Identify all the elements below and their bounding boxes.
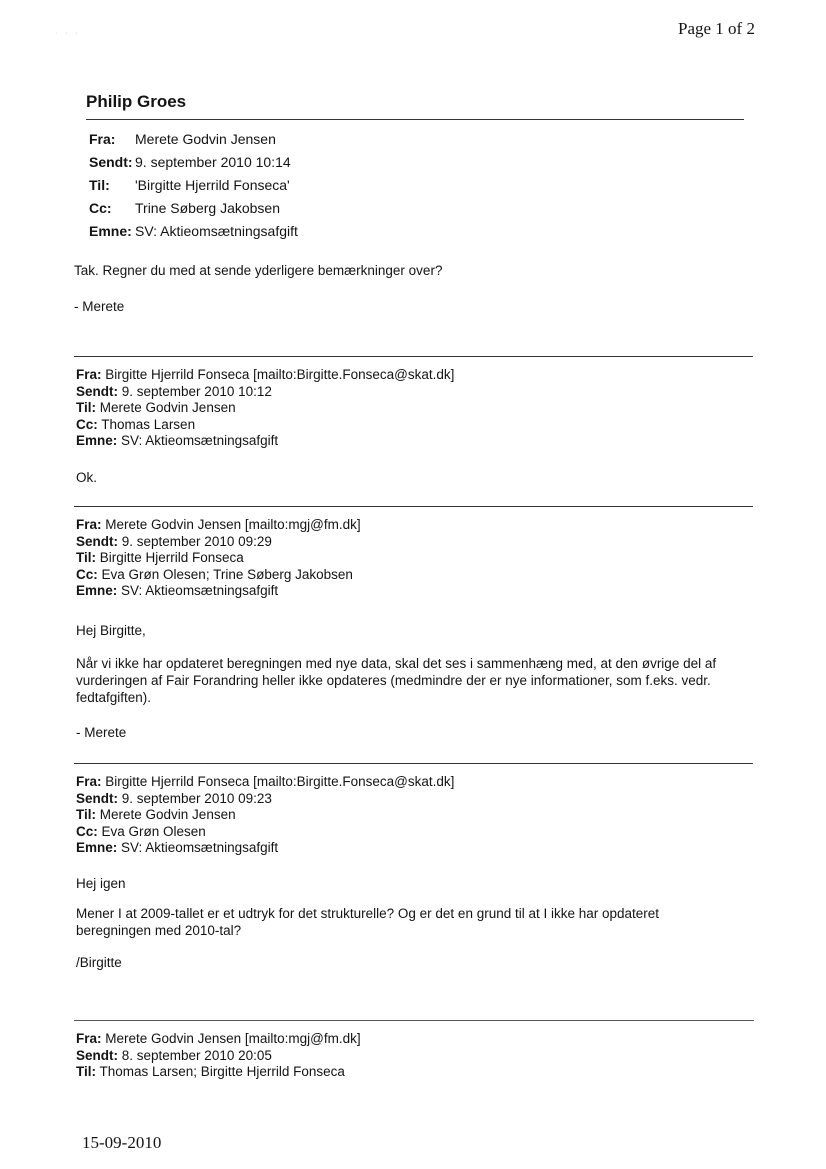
header-row-emne — [89, 220, 298, 243]
owner-rule — [86, 119, 744, 120]
msg-fra-row — [76, 367, 454, 384]
field-label: Sendt: — [76, 790, 118, 806]
field-label: Emne: — [76, 840, 118, 855]
field-value: 9. september 2010 09:23 — [121, 790, 272, 806]
field-value: Birgitte Hjerrild Fonseca — [99, 550, 244, 565]
field-value: Eva Grøn Olesen; Trine Søberg Jakobsen — [101, 566, 353, 582]
field-label: Til: — [76, 807, 96, 822]
field-label: Fra: — [76, 1031, 102, 1046]
field-value: Birgitte Hjerrild Fonseca [mailto:Birgitte.Fonseca@skat.dk] — [105, 774, 455, 789]
field-label: Cc: — [76, 416, 98, 432]
field-label: Cc: — [76, 566, 98, 582]
header-value: Trine Søberg Jakobsen — [135, 200, 280, 216]
field-value: SV: Aktieomsætningsafgift — [121, 840, 279, 855]
field-label: Sendt: — [76, 383, 118, 399]
message-4-greeting: Hej igen — [76, 876, 126, 891]
field-label: Emne: — [76, 433, 118, 448]
field-label: Til: — [76, 550, 96, 565]
field-value: Merete Godvin Jensen — [99, 400, 236, 415]
msg-til-row — [76, 807, 454, 824]
header-label: Emne: — [89, 223, 132, 239]
msg-sendt-row — [76, 384, 454, 401]
header-label: Cc: — [89, 200, 112, 216]
field-value: Merete Godvin Jensen [mailto:mgj@fm.dk] — [105, 517, 361, 532]
msg-cc-row — [76, 417, 454, 434]
top-signature: - Merete — [74, 299, 125, 314]
header-label: Til: — [89, 177, 110, 193]
scan-artifact: · · · — [55, 30, 81, 37]
msg-til-row — [76, 550, 361, 567]
msg-fra-row — [76, 1031, 361, 1048]
field-label: Til: — [76, 400, 96, 415]
msg-sendt-row — [76, 1048, 361, 1065]
msg-til-row — [76, 1064, 361, 1081]
header-row-fra — [89, 128, 298, 151]
page-number: Page 1 of 2 — [678, 19, 755, 38]
msg-fra-row — [76, 774, 454, 791]
msg-cc-row — [76, 567, 361, 584]
mailbox-owner: Philip Groes — [86, 92, 187, 111]
message-3-body-line: Når vi ikke har opdateret beregningen med nye data, skal det ses i sammenhæng med, at den øvrige del af — [76, 656, 717, 671]
field-label: Fra: — [76, 517, 102, 532]
field-label: Sendt: — [76, 1047, 118, 1063]
msg-sendt-row — [76, 791, 454, 808]
message-2-body: Ok. — [76, 470, 98, 485]
message-4-body-line: beregningen med 2010-tal? — [76, 923, 242, 938]
msg-emne-row — [76, 840, 454, 857]
message-3-signature: - Merete — [76, 725, 127, 740]
header-value: 'Birgitte Hjerrild Fonseca' — [135, 177, 290, 193]
header-row-cc — [89, 197, 298, 220]
header-row-til — [89, 174, 298, 197]
message-2-header — [76, 367, 454, 450]
message-3-body-line: vurderingen af Fair Forandring heller ikke opdateres (medmindre der er nye informationer, som f.eks. vedr. — [76, 673, 711, 688]
message-5-header — [76, 1031, 361, 1081]
footer-date: 15-09-2010 — [82, 1133, 162, 1152]
header-value: 9. september 2010 10:14 — [135, 154, 291, 170]
msg-sendt-row — [76, 534, 361, 551]
field-value: Eva Grøn Olesen — [101, 823, 206, 839]
field-label: Fra: — [76, 367, 102, 382]
header-label: Sendt: — [89, 154, 133, 170]
field-label: Emne: — [76, 583, 118, 598]
message-3-body-line: fedtafgiften). — [76, 690, 152, 705]
header-row-sendt — [89, 151, 298, 174]
message-4-header — [76, 774, 454, 857]
message-3-header — [76, 517, 361, 600]
message-separator — [74, 1020, 754, 1021]
msg-cc-row — [76, 824, 454, 841]
field-label: Fra: — [76, 774, 102, 789]
message-3-greeting: Hej Birgitte, — [76, 623, 146, 638]
header-label: Fra: — [89, 131, 116, 147]
header-value: Merete Godvin Jensen — [135, 131, 276, 147]
field-label: Til: — [76, 1064, 96, 1079]
msg-til-row — [76, 400, 454, 417]
field-value: 9. september 2010 09:29 — [121, 533, 272, 549]
message-4-signature: /Birgitte — [76, 955, 122, 970]
field-value: SV: Aktieomsætningsafgift — [121, 433, 279, 448]
field-value: Thomas Larsen — [101, 416, 196, 432]
top-body-line: Tak. Regner du med at sende yderligere bemærkninger over? — [74, 263, 443, 278]
msg-emne-row — [76, 583, 361, 600]
message-4-body-line: Mener I at 2009-tallet er et udtryk for det strukturelle? Og er det en grund til at I ikke har opdateret — [76, 906, 660, 921]
field-value: Merete Godvin Jensen — [99, 807, 236, 822]
msg-emne-row — [76, 433, 454, 450]
message-separator — [74, 763, 753, 764]
field-value: Birgitte Hjerrild Fonseca [mailto:Birgitte.Fonseca@skat.dk] — [105, 367, 455, 382]
field-label: Sendt: — [76, 533, 118, 549]
message-separator — [74, 506, 753, 507]
field-value: 8. september 2010 20:05 — [121, 1047, 272, 1063]
header-value: SV: Aktieomsætningsafgift — [135, 223, 298, 239]
field-value: 9. september 2010 10:12 — [121, 383, 272, 399]
field-value: SV: Aktieomsætningsafgift — [121, 583, 279, 598]
field-value: Merete Godvin Jensen [mailto:mgj@fm.dk] — [105, 1031, 361, 1046]
message-separator — [74, 356, 753, 357]
top-email-header — [89, 128, 298, 243]
msg-fra-row — [76, 517, 361, 534]
field-value: Thomas Larsen; Birgitte Hjerrild Fonseca — [99, 1064, 345, 1079]
field-label: Cc: — [76, 823, 98, 839]
